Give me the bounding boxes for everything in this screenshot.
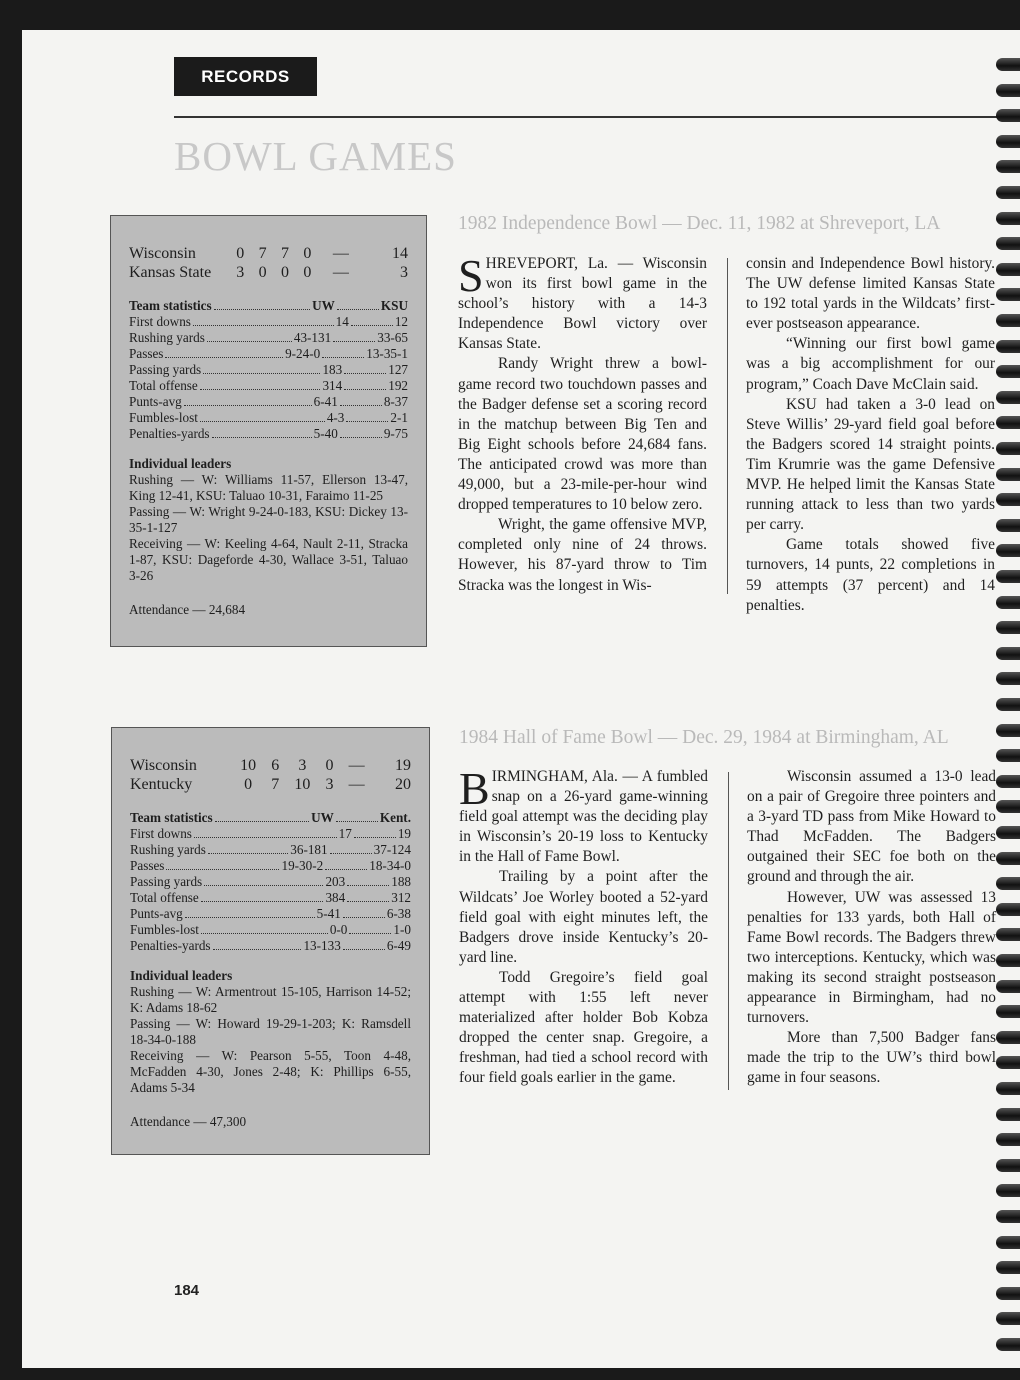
stat-value-b: 188 (391, 874, 411, 889)
stat-label: Penalties-yards (130, 938, 211, 953)
stat-value-a: 5-41 (316, 906, 341, 921)
article-col-2 (747, 767, 996, 1089)
binding-ring (996, 1056, 1020, 1069)
stat-label: Total offense (129, 378, 198, 393)
article-paragraph (459, 763, 708, 867)
stat-value-b: 192 (388, 378, 408, 393)
stat-value-b: 33-65 (377, 330, 408, 345)
stats-header (130, 810, 411, 826)
binding-ring (996, 1287, 1020, 1300)
stat-label: Passes (130, 858, 165, 873)
team-a-label: UW (311, 810, 334, 825)
article-paragraph (458, 250, 707, 354)
binding-ring (996, 954, 1020, 967)
binding-ring (996, 1210, 1020, 1223)
final-score: 14 (392, 245, 408, 262)
final-score: 20 (395, 776, 411, 793)
stat-value-a: 36-181 (290, 842, 328, 857)
stat-label: First downs (129, 314, 191, 329)
stat-value-a: 183 (322, 362, 343, 377)
article-col-1 (458, 250, 707, 596)
article-paragraph: KSU had taken a 3-0 lead on Steve Willis’ 29-yard field goal before the Badgers scored 14 straight points. Tim Krumrie was the game Defensive MVP. He helped limit the Kansas State running attack to less than two yards per carry. (746, 395, 995, 534)
stat-value-b: 6-49 (386, 938, 411, 953)
paragraph-text: IRMINGHAM, Ala. — A fumbled snap on a 26-yard game-winning field goal attempt was the deciding play in Wisconsin’s 20-19 loss to Kentucky in the Hall of Fame Bowl. (459, 768, 708, 866)
binding-ring (996, 1108, 1020, 1121)
binding-ring (996, 109, 1020, 122)
score-dash: — (332, 264, 349, 281)
article-paragraph: Todd Gregoire’s field goal attempt with 1:55 left never materialized after holder Bob Kobza dropped the center snap. Gregoire, a freshman, had tied a school record with four field goals earlier in the game. (459, 968, 708, 1087)
stat-value-b: 9-75 (383, 426, 408, 441)
stat-row (129, 378, 408, 394)
quarter-score: 6 (271, 757, 280, 774)
stat-value-b: 1-0 (393, 922, 411, 937)
binding-ring (996, 263, 1020, 276)
quarter-score: 3 (236, 264, 245, 281)
stat-value-b: 8-37 (383, 394, 408, 409)
binding-ring (996, 442, 1020, 455)
quarter-score: 7 (271, 776, 280, 793)
binding-ring (996, 775, 1020, 788)
binding-ring (996, 519, 1020, 532)
binding-ring (996, 1312, 1020, 1325)
team-name: Kentucky (130, 776, 193, 793)
column-divider (727, 258, 728, 594)
stat-value-b: 12 (394, 314, 408, 329)
stat-row (130, 922, 411, 938)
stat-label: Penalties-yards (129, 426, 210, 441)
drop-cap: B (459, 763, 490, 814)
binding-ring (996, 621, 1020, 634)
stat-label: First downs (130, 826, 192, 841)
stat-row (130, 938, 411, 954)
stat-label: Rushing yards (130, 842, 206, 857)
stat-row (129, 426, 408, 442)
binding-ring (996, 800, 1020, 813)
team-name: Kansas State (129, 264, 212, 281)
binding-ring (996, 570, 1020, 583)
stat-value-b: 127 (388, 362, 408, 377)
team-a-label: UW (312, 298, 335, 313)
quarter-score: 0 (303, 245, 312, 262)
stats-header-label: Team statistics (130, 810, 213, 825)
team-name: Wisconsin (130, 757, 197, 774)
team-name: Wisconsin (129, 245, 196, 262)
binding-ring (996, 314, 1020, 327)
stat-value-b: 37-124 (373, 842, 411, 857)
binding-ring (996, 852, 1020, 865)
binding-ring (996, 160, 1020, 173)
page-number: 184 (174, 1282, 200, 1299)
leader-passing: Passing — W: Wright 9-24-0-183, KSU: Dickey 13-35-1-127 (129, 504, 408, 535)
page (22, 30, 1020, 1368)
scoreboard (130, 756, 411, 794)
scoreboard (129, 244, 408, 282)
leaders-title: Individual leaders (130, 968, 233, 983)
stat-value-a: 314 (322, 378, 343, 393)
paragraph-text: HREVEPORT, La. — Wisconsin won its first bowl game in the school’s history with a 14-3 Independence Bowl victory over Kansas State. (458, 255, 707, 353)
quarter-score: 3 (325, 776, 334, 793)
bowl-title-1984: 1984 Hall of Fame Bowl — Dec. 29, 1984 at Birmingham, AL (459, 727, 949, 748)
score-dash: — (332, 245, 349, 262)
stat-value-a: 17 (338, 826, 352, 841)
binding-ring (996, 1338, 1020, 1351)
binding-ring (996, 1082, 1020, 1095)
stat-value-b: 19 (397, 826, 411, 841)
binding-ring (996, 724, 1020, 737)
quarter-score: 7 (280, 245, 289, 262)
quarter-score: 10 (240, 757, 257, 774)
article-paragraph: consin and Independence Bowl history. The UW defense limited Kansas State to 192 total yards in the Wildcats’ first-ever postseason appearance. (746, 255, 995, 333)
stat-value-a: 4-3 (326, 410, 345, 425)
stat-row (129, 314, 408, 330)
drop-cap: S (458, 250, 484, 301)
leaders-title: Individual leaders (129, 456, 232, 471)
binding-ring (996, 1031, 1020, 1044)
binding-ring (996, 544, 1020, 557)
binding-ring (996, 391, 1020, 404)
leader-receiving: Receiving — W: Pearson 5-55, Toon 4-48, McFadden 4-30, Jones 2-48; K: Phillips 6-55, Adams 5-34 (130, 1048, 411, 1095)
header-rule (174, 116, 1020, 118)
article-paragraph: Wright, the game offensive MVP, completed only nine of 24 throws. However, his 87-yard throw to Tim Stracka was the longest in Wis- (458, 516, 707, 594)
stat-label: Passing yards (129, 362, 202, 377)
stat-row (129, 330, 408, 346)
stat-value-a: 6-41 (313, 394, 338, 409)
binding-ring (996, 468, 1020, 481)
stat-row (129, 410, 408, 426)
score-row (129, 263, 408, 282)
bowl-title-1982: 1982 Independence Bowl — Dec. 11, 1982 at Shreveport, LA (458, 213, 941, 234)
stat-label: Rushing yards (129, 330, 205, 345)
binding-ring (996, 928, 1020, 941)
binding-ring (996, 1133, 1020, 1146)
stat-label: Passing yards (130, 874, 203, 889)
binding-ring (996, 1261, 1020, 1274)
quarter-score: 3 (298, 757, 307, 774)
article-paragraph: Wisconsin assumed a 13-0 lead on a pair of Gregoire three pointers and a 3-yard TD pass from Mike Howard to Thad McFadden. The Badgers outgained their SEC foe both on the ground and through the air. (747, 768, 996, 886)
binding-ring (996, 980, 1020, 993)
binding-ring (996, 647, 1020, 660)
stat-row (130, 826, 411, 842)
binding-ring (996, 237, 1020, 250)
article-col-2 (746, 254, 995, 616)
stat-label: Fumbles-lost (129, 410, 198, 425)
quarter-score: 0 (244, 776, 253, 793)
stat-value-b: 18-34-0 (369, 858, 411, 873)
article-paragraph: “Winning our first bowl game was a big accomplishment for our program,” Coach Dave McClain said. (746, 335, 995, 393)
score-dash: — (348, 776, 365, 793)
stat-value-a: 14 (335, 314, 349, 329)
quarter-score: 0 (280, 264, 289, 281)
stat-value-a: 0-0 (329, 922, 348, 937)
binding-ring (996, 186, 1020, 199)
binding-ring (996, 1236, 1020, 1249)
stat-label: Punts-avg (130, 906, 183, 921)
article-paragraph: More than 7,500 Badger fans made the trip to the UW’s third bowl game in four seasons. (747, 1029, 996, 1087)
stat-value-a: 203 (325, 874, 346, 889)
quarter-score: 7 (258, 245, 267, 262)
stat-label: Punts-avg (129, 394, 182, 409)
score-row (130, 775, 411, 794)
leader-receiving: Receiving — W: Keeling 4-64, Nault 2-11, Stracka 1-87, KSU: Dageforde 4-30, Wallace 3-51, Taluao 3-26 (129, 536, 408, 583)
attendance: Attendance — 47,300 (130, 1114, 247, 1129)
score-row (130, 756, 411, 775)
binding-ring (996, 1005, 1020, 1018)
quarter-score: 10 (294, 776, 311, 793)
stats-box-1982 (110, 215, 427, 647)
stat-row (129, 394, 408, 410)
binding-ring (996, 365, 1020, 378)
article-paragraph: Game totals showed five turnovers, 14 punts, 22 completions in 59 attempts (37 percent) and 14 penalties. (746, 536, 995, 614)
stat-row (130, 890, 411, 906)
binding-ring (996, 58, 1020, 71)
section-label: RECORDS (174, 57, 317, 96)
stat-row (130, 842, 411, 858)
stat-label: Fumbles-lost (130, 922, 199, 937)
quarter-score: 0 (258, 264, 267, 281)
binding-ring (996, 340, 1020, 353)
stat-value-b: 13-35-1 (366, 346, 408, 361)
stat-value-b: 2-1 (390, 410, 408, 425)
binding-ring (996, 698, 1020, 711)
binding-ring (996, 826, 1020, 839)
stat-value-a: 384 (325, 890, 346, 905)
score-row (129, 244, 408, 263)
final-score: 3 (400, 264, 408, 281)
binding-ring (996, 672, 1020, 685)
binding-ring (996, 596, 1020, 609)
final-score: 19 (395, 757, 411, 774)
leader-rushing: Rushing — W: Armentrout 15-105, Harrison 14-52; K: Adams 18-62 (130, 984, 411, 1015)
article-col-1 (459, 763, 708, 1089)
article-paragraph: However, UW was assessed 13 penalties for 133 yards, both Hall of Fame Bowl records. The Badgers threw two interceptions. Kentucky, which was making its second straight postseason appearance in Birmingham, had no turnovers. (747, 888, 996, 1027)
team-b-label: KSU (380, 298, 408, 313)
binding-ring (996, 288, 1020, 301)
leader-rushing: Rushing — W: Williams 11-57, Ellerson 13-47, King 12-41, KSU: Taluao 10-31, Faraimo 11-25 (129, 472, 408, 503)
stat-row (130, 906, 411, 922)
binding-ring (996, 212, 1020, 225)
stat-row (130, 874, 411, 890)
stat-row (129, 346, 408, 362)
binding-ring (996, 903, 1020, 916)
article-paragraph: Trailing by a point after the Wildcats’ Joe Worley booted a 52-yard field goal with eight minutes left, the Badgers drove inside Kentucky’s 20-yard line. (459, 868, 708, 966)
leader-passing: Passing — W: Howard 19-29-1-203; K: Ramsdell 18-34-0-188 (130, 1016, 411, 1047)
quarter-score: 0 (325, 757, 334, 774)
binding-ring (996, 749, 1020, 762)
stat-value-b: 6-38 (386, 906, 411, 921)
stat-label: Passes (129, 346, 164, 361)
stats-header (129, 298, 408, 314)
stat-value-a: 5-40 (313, 426, 338, 441)
binding-ring (996, 877, 1020, 890)
stat-value-a: 43-131 (293, 330, 332, 345)
stat-row (129, 362, 408, 378)
page-title: BOWL GAMES (174, 133, 457, 179)
binding-ring (996, 135, 1020, 148)
team-b-label: Kent. (379, 810, 411, 825)
stat-value-a: 9-24-0 (285, 346, 321, 361)
column-divider (728, 772, 729, 1090)
binding-ring (996, 1159, 1020, 1172)
quarter-score: 0 (303, 264, 312, 281)
stat-value-a: 13-133 (303, 938, 341, 953)
article-paragraph: Randy Wright threw a bowl-game record two touchdown passes and the Badger defense set a scoring record in the matchup between Big Ten and Big Eight schools before 24,684 fans. The anticipated crowd was more than 49,000, but a 23-mile-per-hour wind dropped temperatures to 10 below zero. (458, 355, 707, 514)
stat-value-b: 312 (391, 890, 411, 905)
stats-header-label: Team statistics (129, 298, 212, 313)
stats-box-1984 (111, 727, 430, 1155)
stat-row (130, 858, 411, 874)
stat-label: Total offense (130, 890, 199, 905)
quarter-score: 0 (236, 245, 245, 262)
attendance: Attendance — 24,684 (129, 602, 246, 617)
binding-ring (996, 416, 1020, 429)
binding-ring (996, 1184, 1020, 1197)
score-dash: — (348, 757, 365, 774)
binding-ring (996, 84, 1020, 97)
binding-ring (996, 493, 1020, 506)
stat-value-a: 19-30-2 (281, 858, 324, 873)
